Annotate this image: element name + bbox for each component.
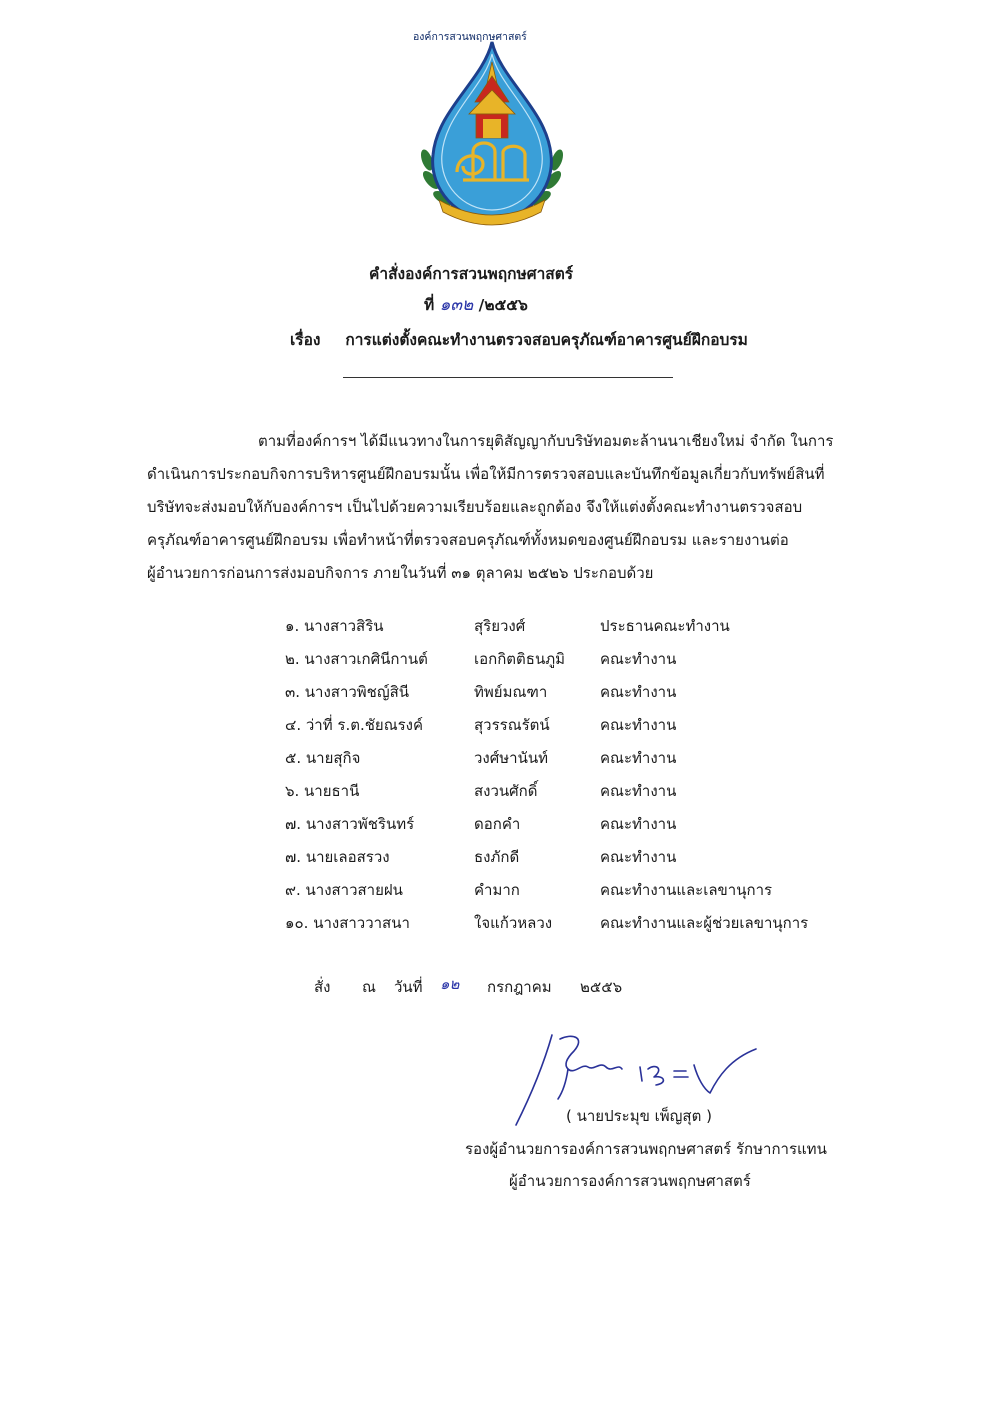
date-month: กรกฎาคม (487, 978, 552, 996)
member-surname: วงศ์ษานันท์ (474, 749, 548, 767)
order-number-prefix: ที่ (424, 296, 435, 314)
member-role: คณะทำงาน (600, 683, 677, 701)
member-surname: สุวรรณรัตน์ (474, 716, 550, 734)
member-name: ๒. นางสาวเกศินีกานต์ (285, 650, 428, 668)
date-day-handwritten: ๑๒ (440, 975, 460, 993)
member-role: คณะทำงาน (600, 716, 677, 734)
member-name: ๑๐. นางสาววาสนา (285, 914, 410, 932)
member-surname: ทิพย์มณฑา (474, 683, 548, 701)
date-label-at: ณ (362, 978, 376, 996)
body-line: ครุภัณฑ์อาคารศูนย์ฝึกอบรม เพื่อทำหน้าที่ตรวจสอบครุภัณฑ์ทั้งหมดของศูนย์ฝึกอบรม และรายงานต่อ (147, 531, 789, 549)
order-title: คำสั่งองค์การสวนพฤกษศาสตร์ (369, 265, 574, 283)
body-line: ผู้อำนวยการก่อนการส่งมอบกิจการ ภายในวันที่ ๓๑ ตุลาคม ๒๕๒๖ ประกอบด้วย (147, 564, 654, 582)
member-surname: สุริยวงศ์ (474, 617, 526, 635)
member-name: ๓. นางสาวพิชญ์สินี (285, 683, 410, 701)
signatory-position-line2: ผู้อำนวยการองค์การสวนพฤกษศาสตร์ (509, 1172, 751, 1190)
member-name: ๔. ว่าที่ ร.ต.ชัยณรงค์ (285, 716, 424, 734)
member-surname: เอกกิตติธนภูมิ (474, 650, 565, 668)
order-number (424, 291, 528, 318)
member-role: คณะทำงาน (600, 848, 677, 866)
subject-text: การแต่งตั้งคณะทำงานตรวจสอบครุภัณฑ์อาคารศูนย์ฝึกอบรม (345, 331, 748, 349)
member-surname: ธงภักดี (474, 848, 520, 866)
member-role: คณะทำงาน (600, 782, 677, 800)
date-label-day: วันที่ (394, 978, 423, 996)
member-role: คณะทำงาน (600, 650, 677, 668)
heading-divider (343, 377, 673, 378)
member-name: ๙. นางสาวสายฝน (285, 881, 403, 899)
member-name: ๖. นายธานี (285, 782, 360, 800)
organization-logo-icon (413, 31, 571, 238)
body-line: ดำเนินการประกอบกิจการบริหารศูนย์ฝึกอบรมนั้น เพื่อให้มีการตรวจสอบและบันทึกข้อมูลเกี่ยวกับทรัพย์สินที่ (147, 465, 825, 483)
member-role: คณะทำงานและผู้ช่วยเลขานุการ (600, 914, 809, 932)
signatory-name: ( นายประมุข เพ็ญสุต ) (566, 1107, 712, 1125)
order-number-handwritten: ๑๓๒ (439, 295, 474, 315)
member-name: ๗. นายเลอสรวง (285, 848, 390, 866)
member-role: คณะทำงานและเลขานุการ (600, 881, 773, 899)
body-line: ตามที่องค์การฯ ได้มีแนวทางในการยุติสัญญากับบริษัทอมตะล้านนาเชียงใหม่ จำกัด ในการ (258, 432, 834, 450)
member-name: ๕. นายสุกิจ (285, 749, 361, 767)
svg-text:องค์การสวนพฤกษศาสตร์: องค์การสวนพฤกษศาสตร์ (413, 31, 527, 43)
date-label-order: สั่ง (314, 978, 331, 996)
member-surname: ดอกคำ (474, 815, 521, 833)
date-year: ๒๕๕๖ (580, 978, 623, 996)
member-role: คณะทำงาน (600, 815, 677, 833)
member-name: ๑. นางสาวสิริน (285, 617, 384, 635)
member-surname: ใจแก้วหลวง (474, 914, 553, 932)
order-subject (290, 327, 748, 352)
body-line: บริษัทจะส่งมอบให้กับองค์การฯ เป็นไปด้วยความเรียบร้อยและถูกต้อง จึงให้แต่งตั้งคณะทำงานตรวจสอบ (147, 498, 803, 516)
signatory-position-line1: รองผู้อำนวยการองค์การสวนพฤกษศาสตร์ รักษาการแทน (465, 1140, 827, 1158)
member-surname: สงวนศักดิ์ (474, 782, 538, 800)
order-number-suffix: /๒๕๕๖ (478, 296, 528, 314)
member-role: คณะทำงาน (600, 749, 677, 767)
subject-label: เรื่อง (290, 331, 321, 349)
member-name: ๗. นางสาวพัชรินทร์ (285, 815, 415, 833)
member-surname: คำมาก (474, 881, 520, 899)
member-role: ประธานคณะทำงาน (600, 617, 730, 635)
